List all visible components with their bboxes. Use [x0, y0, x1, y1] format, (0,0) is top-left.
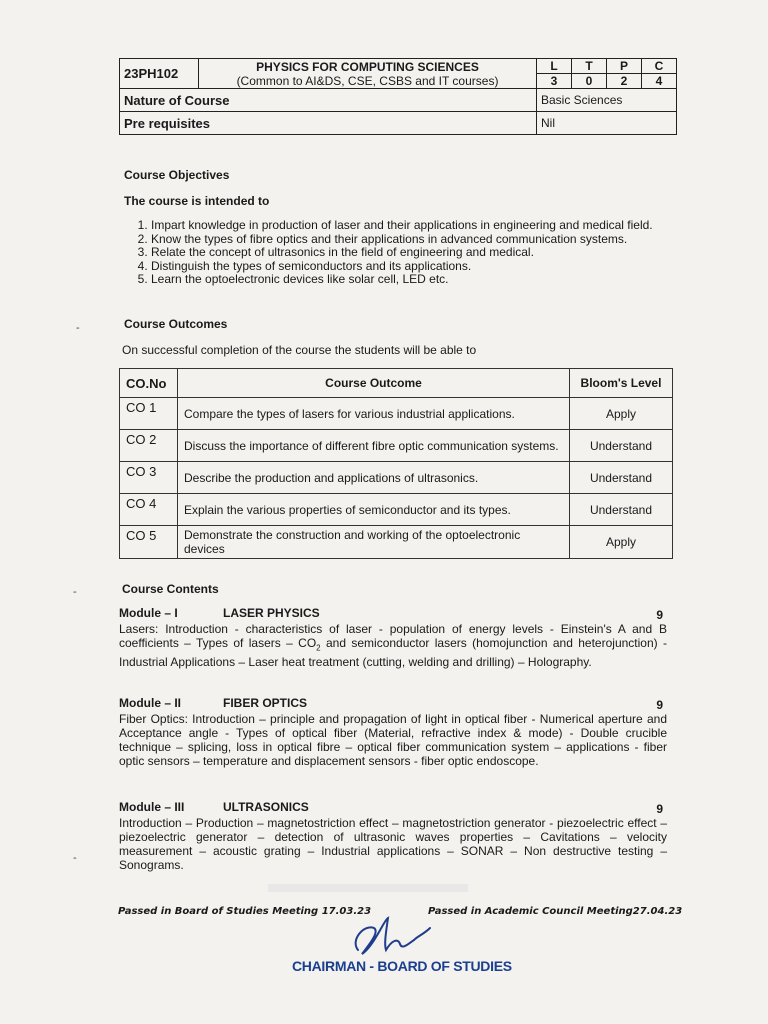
co-level: Understand — [570, 462, 673, 494]
table-header-cono: CO.No — [120, 369, 178, 398]
course-title-cell — [199, 59, 537, 89]
module-2 — [119, 696, 667, 768]
table-header-bloom: Bloom's Level — [570, 369, 673, 398]
module-hours: 9 — [656, 698, 663, 712]
ltpc-label-p: P — [607, 59, 642, 74]
co-level: Understand — [570, 494, 673, 526]
co-outcome: Explain the various properties of semiconductor and its types. — [178, 494, 570, 526]
course-title: PHYSICS FOR COMPUTING SCIENCES — [256, 59, 479, 74]
co-level: Understand — [570, 430, 673, 462]
table-row — [120, 398, 673, 430]
list-item: 2. Know the types of fibre optics and their applications in advanced communication systems. — [151, 233, 696, 247]
table-header-outcome: Course Outcome — [178, 369, 570, 398]
module-heading — [119, 800, 667, 816]
table-row — [120, 494, 673, 526]
ltpc-value-p: 2 — [607, 74, 642, 89]
prereq-value: Nil — [537, 112, 677, 135]
list-item: 3. Relate the concept of ultrasonics in the field of engineering and medical. — [151, 246, 696, 260]
ltpc-label-l: L — [537, 59, 572, 74]
module-title: FIBER OPTICS — [223, 696, 308, 710]
module-title: ULTRASONICS — [223, 800, 309, 814]
module-body — [119, 622, 667, 669]
objectives-heading: Course Objectives — [124, 168, 230, 182]
subscript: 2 — [316, 643, 321, 653]
co-number: CO 3 — [120, 462, 178, 494]
module-text: Lasers: Introduction - characteristics of laser - population of energy levels - Einstein's A and B coefficients – Types of lasers – CO — [119, 622, 667, 650]
co-number: CO 1 — [120, 398, 178, 430]
outcomes-table — [119, 368, 673, 559]
co-level: Apply — [570, 526, 673, 559]
co-outcome: Compare the types of lasers for various industrial applications. — [178, 398, 570, 430]
list-item: 5. Learn the optoelectronic devices like solar cell, LED etc. — [151, 273, 696, 287]
ltpc-value-c: 4 — [642, 74, 677, 89]
module-title: LASER PHYSICS — [223, 606, 320, 620]
margin-mark: - — [73, 852, 77, 864]
objectives-list — [127, 219, 696, 287]
ltpc-value-l: 3 — [537, 74, 572, 89]
module-text: and semiconductor lasers (homojunction and heterojunction) - Industrial Applications – Laser heat treatment (cutting, welding and drilling) – Holography. — [119, 636, 667, 670]
prereq-label: Pre requisites — [120, 112, 537, 135]
margin-mark: - — [73, 586, 77, 598]
table-row — [120, 526, 673, 559]
module-number: Module – III — [119, 800, 185, 814]
course-code: 23PH102 — [120, 59, 199, 89]
module-hours: 9 — [656, 608, 663, 622]
margin-mark: - — [76, 322, 80, 334]
bos-meeting-note: Passed in Board of Studies Meeting 17.03.23 — [118, 906, 372, 917]
course-subtitle: (Common to AI&DS, CSE, CSBS and IT courses) — [236, 73, 499, 88]
signature — [344, 910, 434, 960]
co-number: CO 5 — [120, 526, 178, 559]
ltpc-label-t: T — [572, 59, 607, 74]
chairman-signature-label: CHAIRMAN - BOARD OF STUDIES — [292, 958, 512, 974]
outcomes-intro: On successful completion of the course the students will be able to — [122, 343, 477, 357]
list-item: 1. Impart knowledge in production of laser and their applications in engineering and medical field. — [151, 219, 696, 233]
nature-label: Nature of Course — [120, 89, 537, 112]
objectives-intro: The course is intended to — [124, 194, 270, 208]
co-outcome: Discuss the importance of different fibre optic communication systems. — [178, 430, 570, 462]
nature-value: Basic Sciences — [537, 89, 677, 112]
list-item: 4. Distinguish the types of semiconductors and its applications. — [151, 260, 696, 274]
faint-stamp — [268, 880, 468, 899]
module-1 — [119, 606, 667, 669]
course-header-table — [119, 58, 677, 135]
co-outcome: Demonstrate the construction and working of the optoelectronic devices — [178, 526, 570, 559]
module-body: Fiber Optics: Introduction – principle and propagation of light in optical fiber - Numerical aperture and Acceptance angle - Types of optical fiber (Material, refractive index & mode) - Double crucible technique – splicing, loss in optical fibre – optical fiber communication system – applications - fiber optic sensors – temperature and displacement sensors - fiber optic endoscope. — [119, 712, 667, 768]
co-number: CO 4 — [120, 494, 178, 526]
stamp-mark — [268, 880, 468, 896]
co-level: Apply — [570, 398, 673, 430]
module-body: Introduction – Production – magnetostriction effect – magnetostriction generator - piezoelectric effect – piezoelectric generator – detection of ultrasonic waves properties – Cavitations – velocity measurement – acoustic grating – Industrial applications – SONAR – Non destructive testing – Sonograms. — [119, 816, 667, 872]
module-number: Module – II — [119, 696, 182, 710]
ltpc-value-t: 0 — [572, 74, 607, 89]
module-heading — [119, 696, 667, 712]
outcomes-heading: Course Outcomes — [124, 317, 228, 331]
module-3 — [119, 800, 667, 872]
table-row — [120, 430, 673, 462]
contents-heading: Course Contents — [122, 582, 219, 596]
ac-meeting-note: Passed in Academic Council Meeting27.04.23 — [428, 906, 683, 917]
module-heading — [119, 606, 667, 622]
module-hours: 9 — [656, 802, 663, 816]
table-row — [120, 462, 673, 494]
co-number: CO 2 — [120, 430, 178, 462]
co-outcome: Describe the production and applications of ultrasonics. — [178, 462, 570, 494]
module-number: Module – I — [119, 606, 178, 620]
ltpc-label-c: C — [642, 59, 677, 74]
